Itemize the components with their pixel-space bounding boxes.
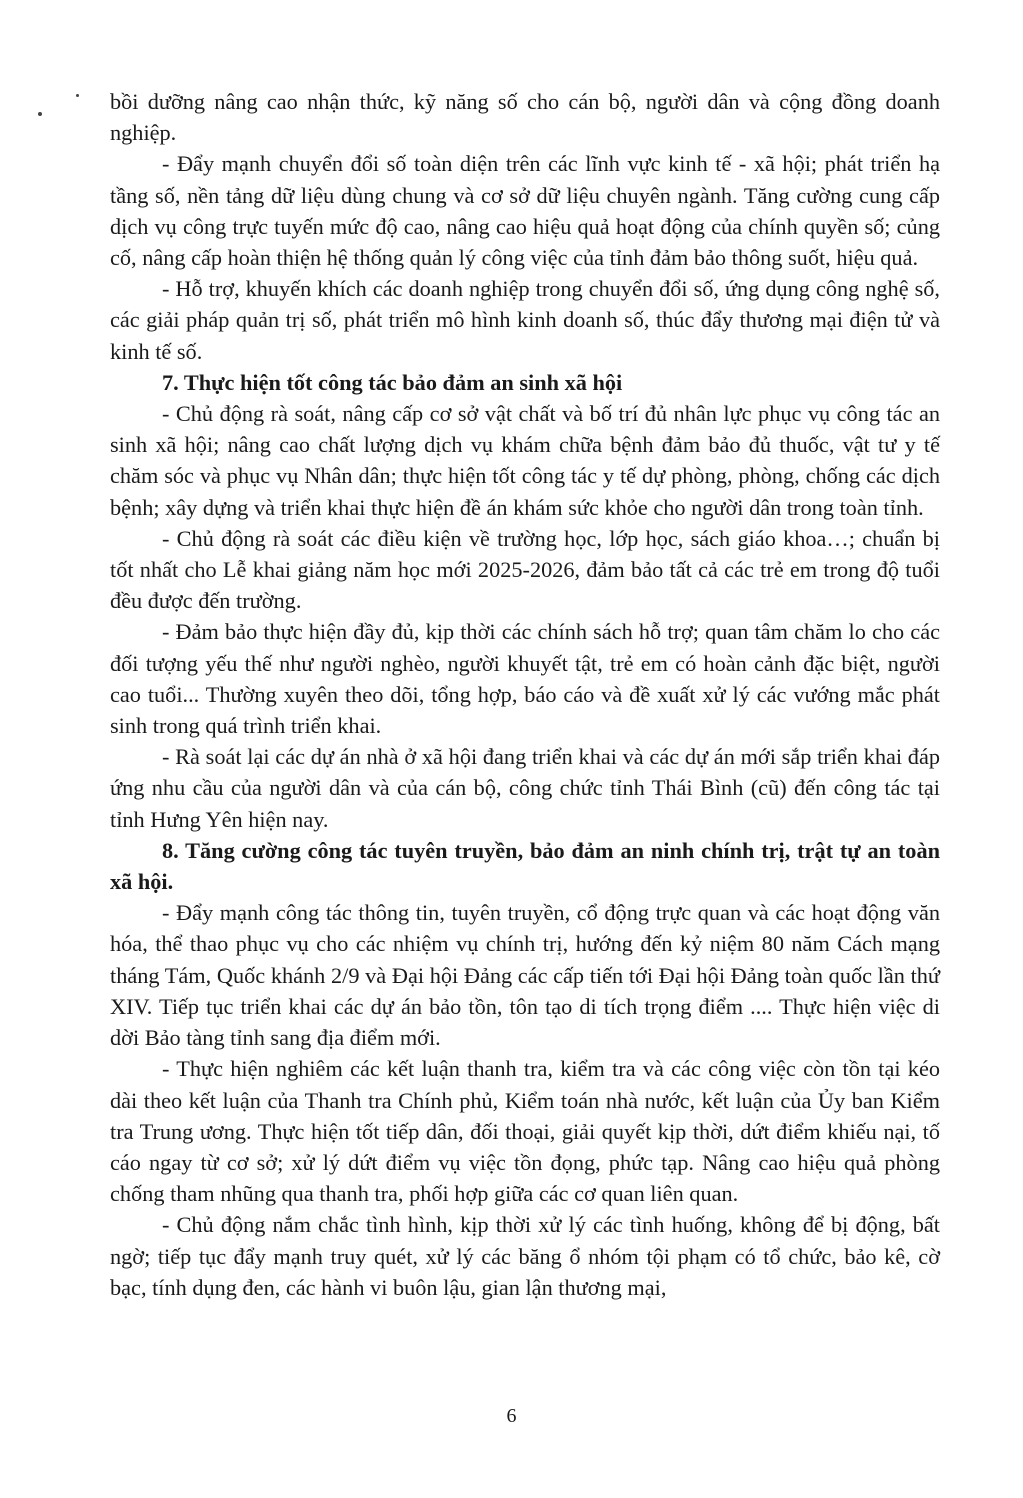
- scan-speck: [38, 112, 42, 116]
- page-number: 6: [506, 1405, 517, 1427]
- paragraph: bồi dưỡng nâng cao nhận thức, kỹ năng số cho cán bộ, người dân và cộng đồng doanh nghiệp.: [110, 89, 940, 146]
- paragraph: - Đảm bảo thực hiện đầy đủ, kịp thời các chính sách hỗ trợ; quan tâm chăm lo cho các đối tượng yếu thế như người nghèo, người khuyết tật, trẻ em có hoàn cảnh đặc biệt, người cao tuổi... Thường xuyên theo dõi, tổng hợp, báo cáo và đề xuất xử lý các vướng mắc phát sinh trong quá trình triển khai.: [110, 619, 940, 739]
- scan-speck: [76, 94, 79, 97]
- paragraph: - Chủ động nắm chắc tình hình, kịp thời xử lý các tình huống, không để bị động, bất ngờ; tiếp tục đẩy mạnh truy quét, xử lý các băng ổ nhóm tội phạm có tổ chức, bảo kê, cờ bạc, tính dụng đen, các hành vi buôn lậu, gian lận thương mại,: [110, 1212, 940, 1300]
- paragraph: - Đẩy mạnh chuyển đổi số toàn diện trên các lĩnh vực kinh tế - xã hội; phát triển hạ tầng số, nền tảng dữ liệu dùng chung và cơ sở dữ liệu chuyên ngành. Tăng cường cung cấp dịch vụ công trực tuyến mức độ cao, nâng cao hiệu quả hoạt động của chính quyền số; củng cố, nâng cấp hoàn thiện hệ thống quản lý công việc của tỉnh đảm bảo thông suốt, hiệu quả.: [110, 151, 940, 271]
- paragraph: - Rà soát lại các dự án nhà ở xã hội đang triển khai và các dự án mới sắp triển khai đáp ứng nhu cầu của người dân và của cán bộ, công chức tỉnh Thái Bình (cũ) đến công tác tại tỉnh Hưng Yên hiện nay.: [110, 744, 940, 832]
- paragraph: - Đẩy mạnh công tác thông tin, tuyên truyền, cổ động trực quan và các hoạt động văn hóa, thể thao phục vụ cho các nhiệm vụ chính trị, hướng đến kỷ niệm 80 năm Cách mạng tháng Tám, Quốc khánh 2/9 và Đại hội Đảng các cấp tiến tới Đại hội Đảng toàn quốc lần thứ XIV. Tiếp tục triển khai các dự án bảo tồn, tôn tạo di tích trọng điểm .... Thực hiện việc di dời Bảo tàng tỉnh sang địa điểm mới.: [110, 900, 940, 1051]
- document-body: [110, 86, 940, 1303]
- paragraph: - Hỗ trợ, khuyến khích các doanh nghiệp trong chuyển đổi số, ứng dụng công nghệ số, các giải pháp quản trị số, phát triển mô hình kinh doanh số, thúc đẩy thương mại điện tử và kinh tế số.: [110, 276, 940, 364]
- paragraph: - Thực hiện nghiêm các kết luận thanh tra, kiểm tra và các công việc còn tồn tại kéo dài theo kết luận của Thanh tra Chính phủ, Kiểm toán nhà nước, kết luận của Ủy ban Kiểm tra Trung ương. Thực hiện tốt tiếp dân, đối thoại, giải quyết kịp thời, dứt điểm khiếu nại, tố cáo ngay từ cơ sở; xử lý dứt điểm vụ việc tồn đọng, phức tạp. Nâng cao hiệu quả phòng chống tham nhũng qua thanh tra, phối hợp giữa các cơ quan liên quan.: [110, 1056, 940, 1207]
- paragraph: - Chủ động rà soát các điều kiện về trường học, lớp học, sách giáo khoa…; chuẩn bị tốt nhất cho Lễ khai giảng năm học mới 2025-2026, đảm bảo tất cả các trẻ em trong độ tuổi đều được đến trường.: [110, 525, 940, 614]
- section-heading: 8. Tăng cường công tác tuyên truyền, bảo đảm an ninh chính trị, trật tự an toàn xã hội.: [110, 837, 940, 895]
- section-heading: 7. Thực hiện tốt công tác bảo đảm an sinh xã hội: [162, 369, 623, 395]
- paragraph: - Chủ động rà soát, nâng cấp cơ sở vật chất và bố trí đủ nhân lực phục vụ công tác an sinh xã hội; nâng cao chất lượng dịch vụ khám chữa bệnh đảm bảo đủ thuốc, vật tư y tế chăm sóc và phục vụ Nhân dân; thực hiện tốt công tác y tế dự phòng, phòng, chống các dịch bệnh; xây dựng và triển khai thực hiện đề án khám sức khỏe cho người dân trong toàn tỉnh.: [110, 401, 940, 520]
